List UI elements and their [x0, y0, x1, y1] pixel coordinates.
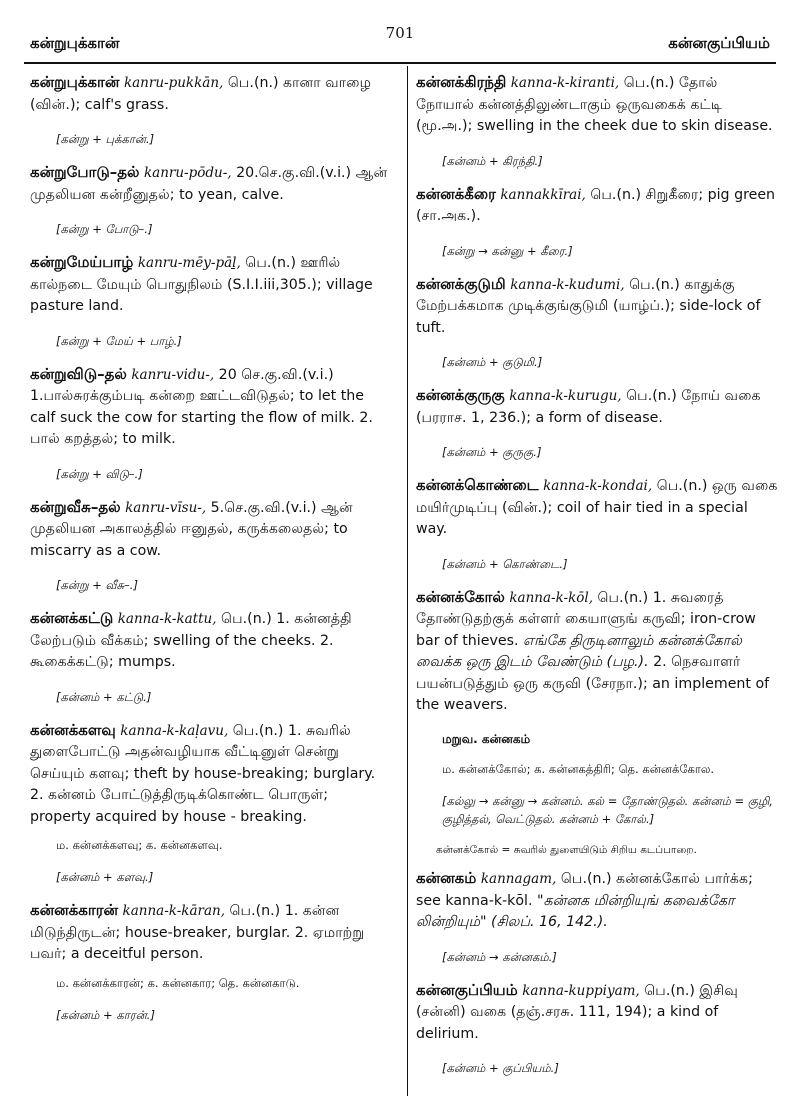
- dictionary-entry: [416, 274, 778, 372]
- cognates: ம. கன்னக்களவு; க. கன்னகளவு.: [56, 838, 223, 852]
- definition: பெ.(n.) 1. சுவரைத் தோண்டுதற்குக் கள்ளர் கையாளுங் கருவி; iron-crow bar of thieves.: [416, 589, 756, 649]
- transliteration: kanna-k-kurugu,: [509, 388, 622, 404]
- definition: பெ.(n.) ஒரு வகை மயிர்முடிப்பு (வின்.); coil of hair tied in a special way.: [416, 478, 778, 537]
- etymology: [கன்னம் → கன்னகம்.]: [442, 949, 557, 964]
- transliteration: kannagam,: [480, 871, 557, 887]
- dictionary-entry: [416, 72, 778, 170]
- dictionary-entry: [30, 608, 392, 706]
- transliteration: kanna-kuppiyam,: [522, 982, 640, 999]
- transliteration: kanna-k-kudumi,: [510, 276, 625, 293]
- proverb-quote: எங்கே திருடினாலும் கன்னக்கோல் வைக்க ஒரு இடம் வேண்டும் (பழ.).: [416, 632, 742, 670]
- definition: 5.செ.கு.வி.(v.i.) ஆன் முதலியன அகாலத்தில் ஈனுதல், கருக்கலைதல்; to miscarry as a cow.: [30, 499, 353, 559]
- headword: கன்றுவீசு–தல்: [30, 497, 121, 516]
- dictionary-entry: [30, 720, 392, 887]
- headword: கன்னகம்: [416, 869, 477, 887]
- etymology: [கன்று + விடு–.]: [56, 466, 143, 481]
- headword: கன்னக்காரன்: [30, 901, 119, 919]
- definition: பெ.(n.) தோல் நோயால் கன்னத்திலுண்டாகும் ஒருவகைக் கட்டி (மூ.அ.); swelling in the cheek due to skin disease.: [416, 75, 773, 134]
- headword: கன்னக்குடுமி: [416, 274, 506, 293]
- dictionary-entry: [30, 364, 392, 483]
- dictionary-entry: [416, 475, 778, 573]
- cognates: ம. கன்னக்கோல்; க. கன்னகத்திரி; தெ. கன்னக்கோல.: [442, 762, 715, 776]
- headword: கன்னக்களவு: [30, 720, 116, 739]
- definition: பெ.(n.) 1. கன்னத்தி லேற்படும் வீக்கம்; swelling of the cheeks. 2. கூகைக்கட்டு; mumps.: [30, 611, 352, 670]
- definition: பெ.(n.) இசிவு (சன்னி) வகை (தஞ்.சரசு. 111, 194); a kind of delirium.: [416, 982, 738, 1042]
- headword: கன்னக்கீரை: [416, 184, 496, 203]
- headword: கன்றுபுக்கான்: [30, 73, 120, 91]
- headword: கன்றுவிடு–தல்: [30, 364, 127, 383]
- etymology: [கன்னம் + காரன்.]: [56, 1007, 155, 1022]
- definition: பெ.(n.) காதுக்கு மேற்பக்கமாக முடிக்குங்குடுமி (யாழ்ப்.); side-lock of tuft.: [416, 276, 761, 336]
- headword: கன்றுமேய்பாழ்: [30, 253, 134, 271]
- dictionary-entry: [30, 900, 392, 1024]
- transliteration: kanru-mēy-pāḻ,: [137, 255, 241, 271]
- dictionary-entry: [30, 162, 392, 238]
- transliteration: kanna-k-kondai,: [543, 478, 653, 494]
- etymology: [கன்னம் + கொண்டை.]: [442, 556, 568, 571]
- header-rule: [24, 62, 776, 64]
- headword: கன்றுபோடு–தல்: [30, 163, 140, 181]
- synonym: மறுவ. கன்னகம்: [442, 731, 531, 746]
- explanatory-note: கன்னக்கோல் = சுவரில் துளையிடும் சிறிய கடப்பாறை.: [436, 844, 697, 856]
- left-column: [30, 72, 392, 1100]
- definition: பெ.(n.) ஊரில் கால்நடை மேயும் பொதுநிலம் (S.I.I.iii,305.); village pasture land.: [30, 255, 373, 314]
- cognates: ம. கன்னக்காரன்; க. கன்னகார; தெ. கன்னகாடு.: [56, 975, 300, 990]
- transliteration: kanru-vidu-,: [131, 366, 215, 383]
- dictionary-entry: [416, 868, 778, 966]
- definition: பெ.(n.) கன்னக்கோல் பார்க்க; see kanna-k-kōl.: [416, 871, 753, 909]
- column-divider: [407, 66, 408, 1096]
- transliteration: kanru-pōdu-,: [143, 165, 232, 181]
- dictionary-entry: [30, 497, 392, 595]
- transliteration: kanru-vīsu-,: [125, 499, 207, 516]
- dictionary-entry: [416, 980, 778, 1078]
- etymology: [கன்று + புக்கான்.]: [56, 132, 155, 146]
- left-guide-word: கன்றுபுக்கான்: [30, 34, 120, 52]
- etymology: [கன்னம் + களவு.]: [56, 870, 154, 884]
- definition: பெ.(n.) சிறுகீரை; pig green (சா.அக.).: [416, 186, 776, 224]
- transliteration: kanna-k-kattu,: [117, 611, 217, 627]
- transliteration: kanna-k-kaḷavu,: [120, 722, 229, 739]
- etymology: [கன்று → கன்னு + கீரை.]: [442, 243, 573, 258]
- definition: 20.செ.கு.வி.(v.i.) ஆன் முதலியன கன்றீனுதல்; to yean, calve.: [30, 165, 388, 203]
- transliteration: kanna-k-kōl,: [509, 589, 593, 606]
- etymology: [கன்று + வீசு–.]: [56, 578, 138, 592]
- etymology: [கல்லு → கன்னு → கன்னம். கல் = தோண்டுதல். கன்னம் = குழி, குழித்தல், வெட்டுதல். கன்னம் + கோல்.]: [442, 794, 773, 826]
- headword: கன்னகுப்பியம்: [416, 980, 518, 999]
- right-column: [416, 72, 778, 1100]
- literary-quote: "கன்னக மின்றியுங் கவைக்கோ லின்றியும்" (சிலப். 16, 142.).: [416, 892, 735, 930]
- etymology: [கன்னம் + குருகு.]: [442, 445, 542, 459]
- transliteration: kanna-k-kāran,: [122, 903, 225, 919]
- definition: 20 செ.கு.வி.(v.i.) 1.பால்சுரக்கும்படி கன்றை ஊட்டவிடுதல்; to let the calf suck the cow for starting the flow of milk. 2. பால் கறத்தல்; to milk.: [30, 366, 373, 447]
- page-number: 701: [385, 24, 415, 42]
- dictionary-entry: [416, 587, 778, 859]
- headword: கன்னக்குருகு: [416, 386, 505, 404]
- headword: கன்னக்கொண்டை: [416, 476, 539, 494]
- etymology: [கன்னம் + கிரந்தி.]: [442, 153, 543, 168]
- right-guide-word: கன்னகுப்பியம்: [668, 34, 770, 52]
- etymology: [கன்று + போடு–.]: [56, 222, 153, 236]
- headword: கன்னக்கட்டு: [30, 609, 114, 627]
- transliteration: kannakkīrai,: [500, 186, 586, 203]
- headword: கன்னக்கிரந்தி: [416, 73, 507, 91]
- dictionary-entry: [30, 72, 392, 148]
- dictionary-entry: [416, 385, 778, 461]
- headword: கன்னக்கோல்: [416, 587, 505, 606]
- dictionary-entry: [30, 252, 392, 350]
- etymology: [கன்று + மேய் + பாழ்.]: [56, 333, 182, 348]
- transliteration: kanna-k-kiranti,: [510, 75, 620, 91]
- dictionary-entry: [416, 184, 778, 260]
- page-header: [24, 20, 776, 60]
- definition: பெ.(n.) கானா வாழை (வின்.); calf's grass.: [30, 75, 372, 113]
- etymology: [கன்னம் + குப்பியம்.]: [442, 1061, 559, 1075]
- definition-2: 2. நெசவாளர் பயன்படுத்தும் ஒரு கருவி (சேரநா.); an implement of the weavers.: [416, 654, 770, 713]
- etymology: [கன்னம் + குடுமி.]: [442, 355, 543, 369]
- definition: பெ.(n.) நோய் வகை (பரராச. 1, 236.); a form of disease.: [416, 388, 761, 426]
- transliteration: kanru-pukkān,: [123, 75, 224, 91]
- etymology: [கன்னம் + கட்டு.]: [56, 689, 152, 704]
- definition: பெ.(n.) 1. சுவரில் துளைபோட்டு அதன்வழியாக வீட்டினுள் சென்று செய்யும் களவு; theft by house-breaking; burglary. 2. கன்னம் போட்டுத்திருடிக்கொண்ட பொருள்; property acquired by house - breaking.: [30, 722, 376, 825]
- definition: பெ.(n.) 1. கன்ன மிடுந்திருடன்; house-breaker, burglar. 2. ஏமாற்று பவர்; a deceitful person.: [30, 903, 365, 962]
